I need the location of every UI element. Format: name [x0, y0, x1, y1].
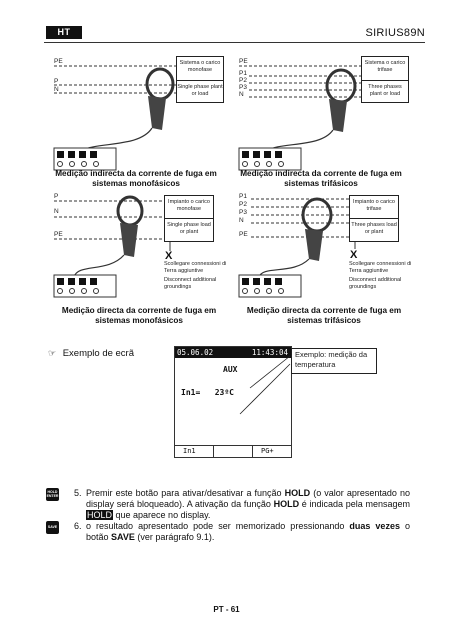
step-text	[86, 488, 410, 521]
hold-enter-button-icon: HOLD ENTER	[46, 488, 59, 501]
load-box-en: Three phases load or plant	[349, 218, 399, 242]
warning-text-it: Scollegare connessioni di Terra aggiuntive	[349, 261, 412, 274]
step-text-part: (ver parágrafo 9.1).	[134, 532, 215, 542]
step-text-part: Premir este botão para ativar/desativar a função	[86, 488, 285, 498]
diagram-direct-three-phase	[233, 193, 415, 328]
wire-label-p3: P3	[239, 209, 247, 216]
softkey-page-next[interactable]: PG+	[261, 447, 274, 455]
load-box-en: Single phase load or plant	[164, 218, 214, 242]
diagram-caption: Medição indirecta da corrente de fuga em sistemas trifásicos	[240, 169, 402, 188]
softkey-in1[interactable]: In1	[183, 447, 196, 455]
lcd-mode: AUX	[223, 365, 238, 374]
svg-text:X: X	[165, 250, 173, 262]
save-button-icon: SAVE	[46, 521, 59, 534]
example-label-text: Exemplo de ecrã	[62, 348, 135, 359]
wire-label-p3: P3	[239, 84, 247, 91]
wire-label-p2: P2	[239, 77, 247, 84]
diagram-indirect-three-phase	[233, 54, 409, 194]
load-box-it: Impianto o carico monofase	[164, 195, 214, 219]
step-number: 6.	[74, 521, 82, 531]
header-divider	[44, 42, 425, 43]
step-number: 5.	[74, 488, 82, 498]
step-6	[74, 521, 410, 543]
callout-leader-lines	[230, 352, 292, 422]
hold-indicator-highlight: HOLD	[87, 510, 113, 520]
step-text-part: é indicada pela mensagem	[299, 499, 410, 509]
warning-text-it: Scollegare connessioni di Terra aggiuntive	[164, 261, 227, 274]
step-text-bold: duas vezes	[349, 521, 400, 531]
wire-label-p: P	[54, 78, 59, 85]
load-box-it: Sistema o carico trifase	[361, 56, 409, 81]
load-box-en: Single phase plant or load	[176, 80, 224, 103]
wire-label-p1: P1	[239, 70, 247, 77]
step-text-part: o botão	[86, 521, 410, 542]
diagram-caption: Medição indirecta da corrente de fuga em sistemas monofásicos	[55, 169, 217, 188]
example-label	[48, 348, 134, 359]
softkey-separator	[252, 446, 253, 457]
load-box-en: Three phases plant or load	[361, 80, 409, 103]
wire-label-pe: PE	[239, 231, 248, 238]
lcd-date: 05.06.02	[177, 348, 214, 357]
warning-text-en: Disconnect additional groundings	[164, 277, 217, 290]
step-text	[86, 521, 410, 543]
logo-text: HT	[57, 27, 71, 37]
step-text-part: o resultado apresentado pode ser memorizado pressionando	[86, 521, 350, 531]
lcd-time: 11:43:04	[251, 348, 288, 357]
wire-label-pe: PE	[239, 58, 248, 65]
load-box-it: Impianto o carico trifase	[349, 195, 399, 219]
pointing-hand-icon: ☞	[48, 348, 57, 358]
wire-label-pe: PE	[54, 231, 63, 238]
diagram-indirect-single-phase	[48, 54, 224, 194]
model-name: SIRIUS89N	[365, 27, 425, 39]
diagram-direct-single-phase	[48, 193, 230, 328]
diagram-caption: Medição directa da corrente de fuga em sistemas trifásicos	[246, 306, 402, 325]
brand-logo	[46, 26, 82, 39]
lcd-softkey-bar	[175, 446, 291, 457]
diagram-caption: Medição directa da corrente de fuga em sistemas monofásicos	[61, 306, 217, 325]
wire-label-p1: P1	[239, 193, 247, 200]
step-text-bold: SAVE	[111, 532, 135, 542]
callout-temperature: Exemplo: medição da temperatura	[291, 348, 377, 374]
step-text-bold: HOLD	[273, 499, 300, 509]
wire-label-p: P	[54, 193, 59, 200]
step-text-bold: HOLD	[284, 488, 311, 498]
wire-label-n: N	[54, 86, 59, 93]
wire-label-p2: P2	[239, 201, 247, 208]
step-text-part: que aparece no display.	[113, 510, 211, 520]
step-text-part: (o valor apresentado no display será bloqueado). A ativação da função	[86, 488, 410, 509]
softkey-separator	[213, 446, 214, 457]
step-5	[74, 488, 410, 521]
wire-label-n: N	[239, 91, 244, 98]
wire-label-pe: PE	[54, 58, 63, 65]
warning-text-en: Disconnect additional groundings	[349, 277, 402, 290]
svg-text:X: X	[350, 249, 358, 261]
wire-label-n: N	[239, 217, 244, 224]
load-box-it: Sistema o carico monofase	[176, 56, 224, 81]
wire-label-n: N	[54, 208, 59, 215]
page-number: PT - 61	[213, 605, 240, 614]
lcd-reading: In1= 23ºC	[181, 388, 234, 397]
